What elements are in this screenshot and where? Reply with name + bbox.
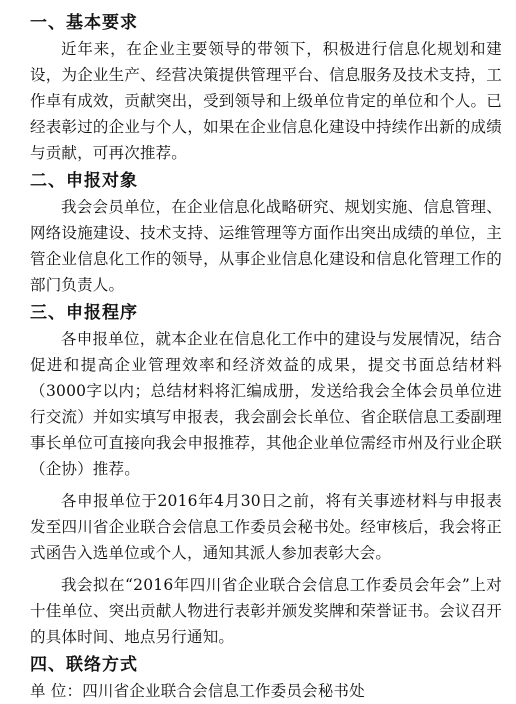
section-paragraph: 各申报单位，就本企业在信息化工作中的建设与发展情况，结合促进和提高企业管理效率和经济效益的成果，提交书面总结材料（3000字以内；总结材料将汇编成册，发送给我会全体会员单位进行交流）并如实填写申报表，我会副会长单位、省企联信息工委副理事长单位可直接向我会申报推荐，其他企业单位需经市州及行业企联（企协）推荐。 [30, 330, 502, 478]
section-basic-requirements [30, 10, 502, 166]
section-paragraph: 近年来，在企业主要领导的带领下，积极进行信息化规划和建设，为企业生产、经营决策提供管理平台、信息服务及技术支持，工作卓有成效，贡献突出，受到领导和上级单位肯定的单位和个人。已经表彰过的企业与个人，如果在企业信息化建设中持续作出新的成绩与贡献，可再次推荐。 [30, 40, 502, 162]
section-heading: 三、申报程序 [30, 303, 138, 323]
section-contact [30, 652, 502, 704]
section-procedure [30, 300, 502, 650]
section-paragraph: 我会拟在“2016年四川省企业联合会信息工作委员会年会”上对十佳单位、突出贡献人物进行表彰并颁发奖牌和荣誉证书。会议召开的具体时间、地点另行通知。 [30, 576, 502, 646]
contact-unit-line: 单 位：四川省企业联合会信息工作委员会秘书处 [30, 682, 365, 700]
section-heading: 二、申报对象 [30, 171, 138, 191]
section-paragraph: 我会会员单位，在企业信息化战略研究、规划实施、信息管理、网络设施建设、技术支持、运维管理等方面作出突出成绩的单位，主管企业信息化工作的领导，从事企业信息化建设和信息化管理工作的部门负责人。 [30, 198, 502, 294]
section-heading: 一、基本要求 [30, 13, 138, 33]
section-paragraph: 各申报单位于2016年4月30日之前，将有关事迹材料与申报表发至四川省企业联合会信息工作委员会秘书处。经审核后，我会将正式函告入选单位或个人，通知其派人参加表彰大会。 [30, 492, 502, 562]
section-applicants [30, 168, 502, 298]
section-heading: 四、联络方式 [30, 655, 138, 675]
